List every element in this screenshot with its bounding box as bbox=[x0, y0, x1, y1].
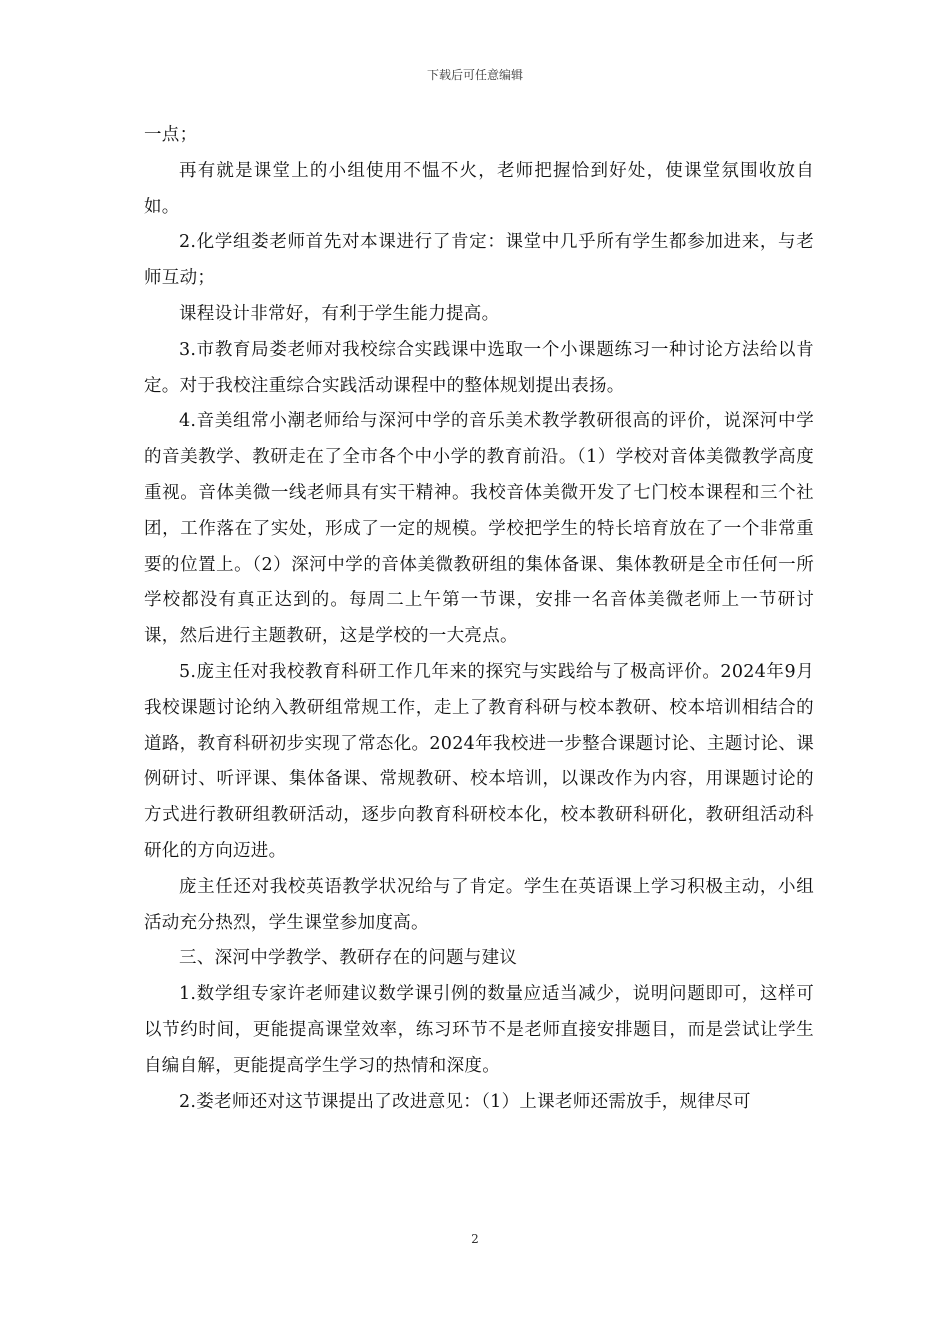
paragraph: 一点； bbox=[144, 125, 198, 145]
paragraph: 庞主任还对我校英语教学状况给与了肯定。学生在英语课上学习积极主动，小组活动充分热烈，学生课堂参加度高。 bbox=[144, 876, 814, 933]
paragraph: 5.庞主任对我校教育科研工作几年来的探究与实践给与了极高评价。2024年9月我校课题讨论纳入教研组常规工作，走上了教育科研与校本教研、校本培训相结合的道路，教育科研初步实现了常态化。2024年我校进一步整合课题讨论、主题讨论、课例研讨、听评课、集体备课、常规教研、校本培训，以课改作为内容，用课题讨论的方式进行教研组教研活动，逐步向教育科研校本化，校本教研科研化，教研组活动科研化的方向迈进。 bbox=[144, 661, 814, 861]
paragraph: 1.数学组专家许老师建议数学课引例的数量应适当减少，说明问题即可，这样可以节约时间，更能提高课堂效率，练习环节不是老师直接安排题目，而是尝试让学生自编自解，更能提高学生学习的热情和深度。 bbox=[144, 984, 814, 1076]
document-body bbox=[144, 118, 814, 1120]
page-header: 下载后可任意编辑 bbox=[426, 68, 523, 82]
paragraph: 4.音美组常小潮老师给与深河中学的音乐美术教学教研很高的评价，说深河中学的音美教学、教研走在了全市各个中小学的教育前沿。（1）学校对音体美微教学高度重视。音体美微一线老师具有实干精神。我校音体美微开发了七门校本课程和三个社团，工作落在了实处，形成了一定的规模。学校把学生的特长培育放在了一个非常重要的位置上。（2）深河中学的音体美微教研组的集体备课、集体教研是全市任何一所学校都没有真正达到的。每周二上午第一节课，安排一名音体美微老师上一节研讨课，然后进行主题教研，这是学校的一大亮点。 bbox=[144, 411, 814, 647]
paragraph: 课程设计非常好，有利于学生能力提高。 bbox=[179, 303, 500, 324]
section-heading: 三、深河中学教学、教研存在的问题与建议 bbox=[179, 948, 518, 969]
paragraph: 再有就是课堂上的小组使用不愠不火，老师把握恰到好处，使课堂氛围收放自如。 bbox=[144, 160, 814, 217]
paragraph: 2.化学组娄老师首先对本课进行了肯定：课堂中几乎所有学生都参加进来，与老师互动； bbox=[144, 232, 814, 289]
paragraph: 3.市教育局娄老师对我校综合实践课中选取一个小课题练习一种讨论方法给以肯定。对于我校注重综合实践活动课程中的整体规划提出表扬。 bbox=[144, 339, 814, 396]
paragraph: 2.娄老师还对这节课提出了改进意见：（1）上课老师还需放手，规律尽可 bbox=[179, 1091, 751, 1112]
page-number: 2 bbox=[471, 1232, 479, 1246]
